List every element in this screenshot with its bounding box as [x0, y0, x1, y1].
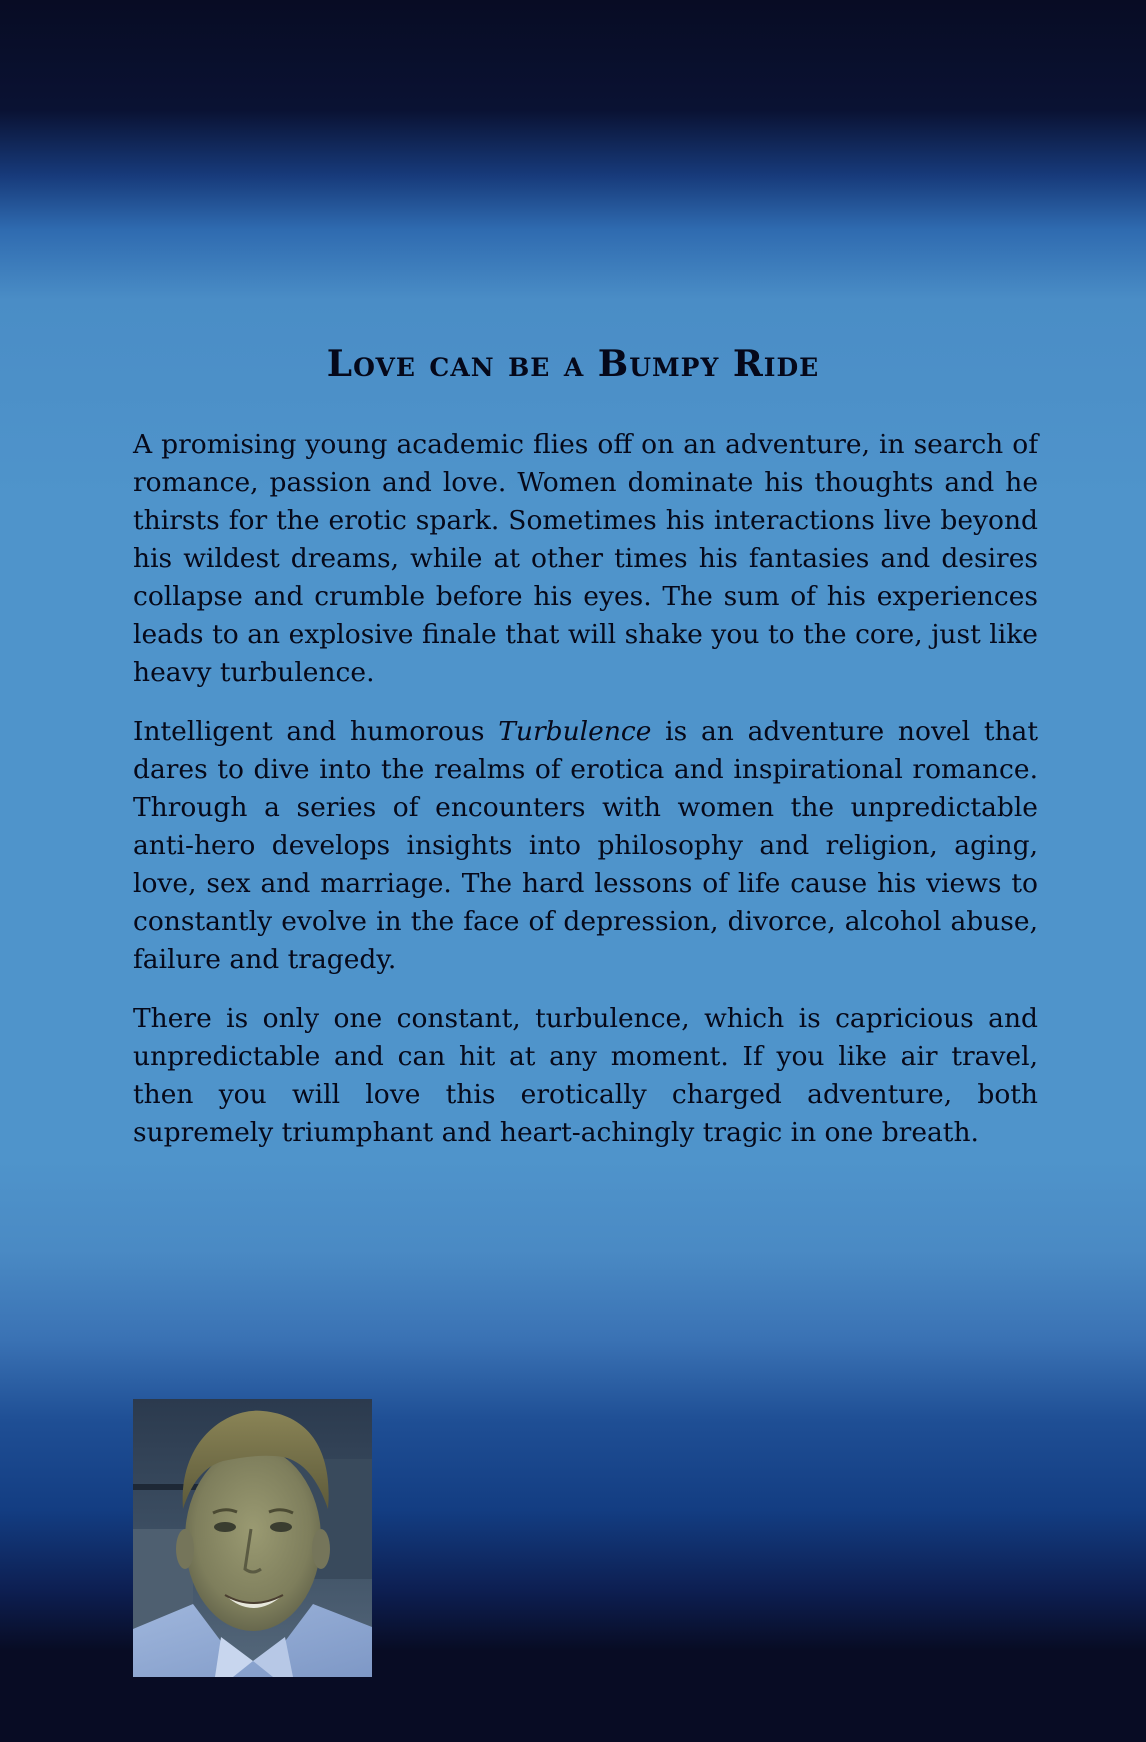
paragraph-2-rest: is an adventure novel that dares to dive into the realms of erotica and inspirational romance. Through a series of encounters with women the unpredictable anti-hero develops insights into philosophy and religion, aging, love, sex and marriage. The hard lessons of life cause his views to constantly evolve in the face of depression, divorce, alcohol abuse, failure and tragedy. [133, 716, 1038, 975]
author-portrait-image [133, 1399, 372, 1677]
paragraph-2-lead: Intelligent and humorous [133, 716, 499, 747]
blurb-paragraph-2 [133, 713, 1038, 979]
book-title-italic: Turbulence [498, 716, 652, 747]
author-photo [133, 1399, 372, 1677]
blurb-paragraph-1: A promising young academic flies off on an adventure, in search of romance, passion and love. Women dominate his thoughts and he thirsts for the erotic spark. Sometimes his interactions live beyond his wildest dreams, while at other times his fantasies and desires collapse and crumble before his eyes. The sum of his experiences leads to an explosive finale that will shake you to the core, just like heavy turbulence. [133, 429, 1038, 688]
cover-blurb [133, 426, 1038, 1173]
blurb-paragraph-3: There is only one constant, turbulence, which is capricious and unpredictable and can hit at any moment. If you like air travel, then you will love this erotically charged adventure, both supremely triumphant and heart-achingly tragic in one breath. [133, 1003, 1038, 1148]
cover-title: Love can be a Bumpy Ride [326, 343, 820, 385]
